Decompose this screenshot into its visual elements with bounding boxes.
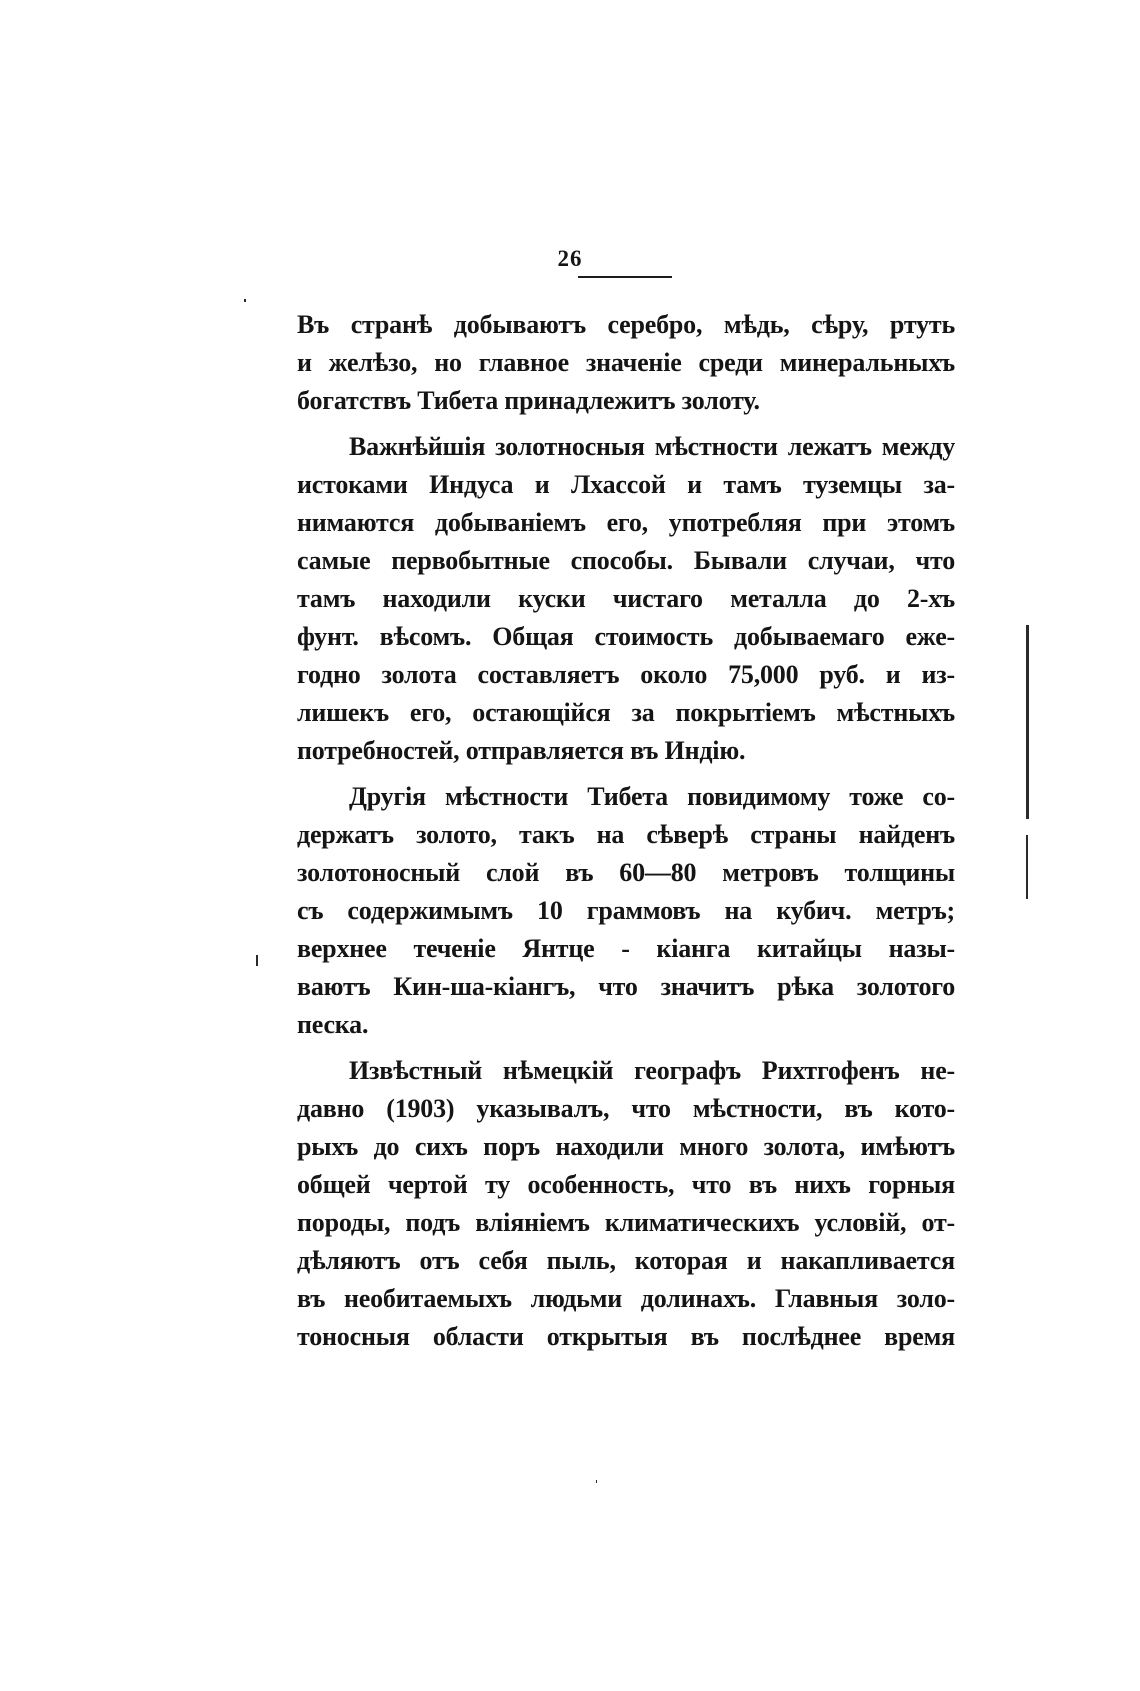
text-line: фунт. вѣсомъ. Общая стоимость добываемаго еже- bbox=[297, 622, 955, 651]
text-line: годно золота составляетъ около 75,000 руб. и из- bbox=[297, 660, 955, 689]
text-line: дѣляютъ отъ себя пыль, которая и накапливается bbox=[297, 1246, 955, 1275]
text-line: ваютъ Кин-ша-кіангъ, что значитъ рѣка золотого bbox=[297, 972, 955, 1001]
page-number-rule bbox=[578, 276, 672, 278]
paragraph-3 bbox=[297, 778, 955, 1044]
right-margin-mark-upper bbox=[1026, 625, 1029, 819]
bottom-speck bbox=[596, 1480, 597, 1483]
text-line: Въ странѣ добываютъ серебро, мѣдь, сѣру, ртуть bbox=[297, 310, 955, 339]
text-line: Другія мѣстности Тибета повидимому тоже со- bbox=[349, 782, 955, 811]
text-line: и желѣзо, но главное значеніе среди минеральныхъ bbox=[297, 348, 955, 377]
text-line: держатъ золото, такъ на сѣверѣ страны найденъ bbox=[297, 820, 955, 849]
left-margin-speck bbox=[256, 955, 258, 966]
text-line: Извѣстный нѣмецкій географъ Рихтгофенъ не- bbox=[349, 1056, 955, 1085]
left-margin-speck-upper bbox=[244, 299, 246, 302]
paragraph-2 bbox=[297, 428, 955, 770]
right-margin-mark-lower bbox=[1026, 835, 1028, 899]
text-line: тамъ находили куски чистаго металла до 2-хъ bbox=[297, 584, 955, 613]
text-line: Важнѣйшія золотносныя мѣстности лежатъ между bbox=[349, 432, 955, 461]
paragraph-4 bbox=[297, 1052, 955, 1356]
text-line: въ необитаемыхъ людьми долинахъ. Главныя золо- bbox=[297, 1284, 955, 1313]
paragraph-1 bbox=[297, 306, 955, 420]
text-line: богатствъ Тибета принадлежитъ золоту. bbox=[297, 386, 760, 415]
text-line: нимаются добываніемъ его, употребляя при этомъ bbox=[297, 508, 955, 537]
text-line: верхнее теченіе Янтце - кіанга китайцы назы- bbox=[297, 934, 955, 963]
text-line: давно (1903) указывалъ, что мѣстности, въ кото- bbox=[297, 1094, 955, 1123]
text-line: потребностей, отправляется въ Индію. bbox=[297, 736, 746, 765]
text-line: общей чертой ту особенность, что въ нихъ горныя bbox=[297, 1170, 955, 1199]
text-line: истоками Индуса и Лхассой и тамъ туземцы за- bbox=[297, 470, 955, 499]
text-line: съ содержимымъ 10 граммовъ на кубич. метръ; bbox=[297, 896, 955, 925]
text-line: песка. bbox=[297, 1010, 369, 1039]
text-line: рыхъ до сихъ поръ находили много золота, имѣютъ bbox=[297, 1132, 955, 1161]
text-line: лишекъ его, остающійся за покрытіемъ мѣстныхъ bbox=[297, 698, 955, 727]
page-number: 26 bbox=[557, 246, 583, 271]
text-line: тоносныя области открытыя въ послѣднее время bbox=[297, 1322, 955, 1351]
body-text bbox=[297, 306, 955, 1364]
text-line: породы, подъ вліяніемъ климатическихъ условій, от- bbox=[297, 1208, 955, 1237]
text-line: самые первобытные способы. Бывали случаи, что bbox=[297, 546, 955, 575]
text-line: золотоносный слой въ 60—80 метровъ толщины bbox=[297, 858, 955, 887]
